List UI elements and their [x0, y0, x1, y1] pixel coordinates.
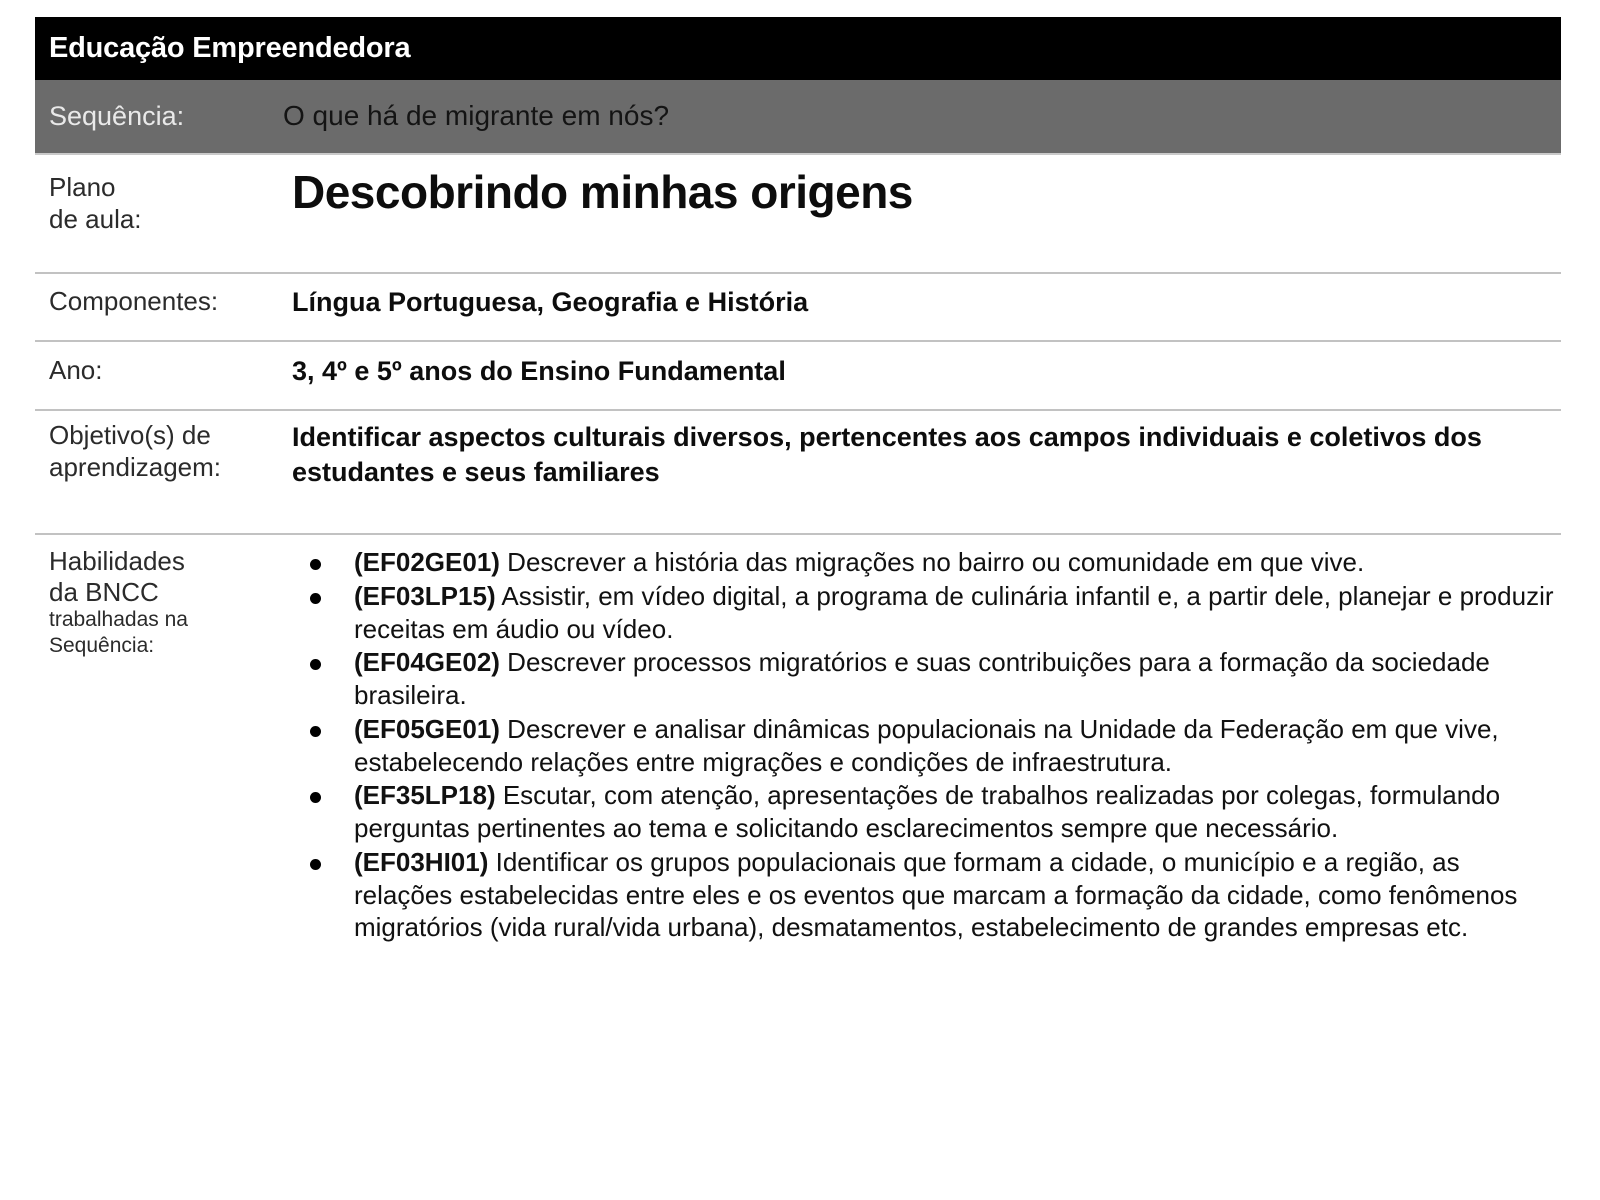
bncc-skill-text: Identificar os grupos populacionais que formam a cidade, o município e a região, as relações estabelecidas entre eles e os eventos que marcam a formação da cidade, como fenômenos migratórios (vida rural/vida urbana), desmatamentos, estabelecimento de grandes empresas etc. [354, 846, 1518, 943]
lesson-plan-title: Descobrindo minhas origens [292, 166, 913, 218]
objectives-label [35, 420, 292, 489]
lesson-plan-label [35, 168, 292, 235]
bncc-skill-item [292, 779, 1561, 845]
sequence-value: O que há de migrante em nós? [283, 100, 670, 132]
program-title: Educação Empreendedora [49, 32, 411, 64]
bncc-skill-code: (EF05GE01) [354, 713, 500, 744]
program-title-band [35, 17, 1561, 80]
year-row [35, 355, 1561, 388]
bncc-skill-code: (EF02GE01) [354, 547, 500, 577]
divider-after-components [35, 340, 1561, 342]
lesson-plan-label-line1: Plano [49, 172, 116, 202]
bncc-skills-label [35, 546, 292, 945]
bncc-skill-text: Escutar, com atenção, apresentações de trabalhos realizadas por colegas, formulando perguntas pertinentes ao tema e solicitando esclarecimentos sempre que necessário. [354, 780, 1501, 843]
lesson-plan-label-line2: de aula: [49, 203, 142, 234]
bncc-label-line4: Sequência: [49, 633, 155, 657]
divider-after-year [35, 409, 1561, 411]
bncc-skill-text: Descrever a história das migrações no bairro ou comunidade em que vive. [499, 547, 1365, 577]
bncc-skill-text: Descrever e analisar dinâmicas populacionais na Unidade da Federação em que vive, estabelecendo relações entre migrações e condições de infraestrutura. [354, 713, 1499, 777]
objectives-row [35, 420, 1561, 489]
bncc-skill-item [292, 546, 1561, 579]
bncc-label-line1: Habilidades [49, 546, 185, 576]
lesson-plan-row [35, 168, 1561, 235]
bncc-skill-code: (EF03HI01) [354, 846, 489, 877]
objectives-label-line1: Objetivo(s) de [49, 420, 211, 450]
components-row [35, 286, 1561, 319]
bncc-skill-text: Assistir, em vídeo digital, a programa de culinária infantil e, a partir dele, planejar e produzir receitas em áudio ou vídeo. [354, 580, 1554, 644]
sequence-label: Sequência: [49, 100, 185, 131]
bncc-label-line2: da BNCC [49, 576, 159, 607]
bncc-skill-item [292, 580, 1561, 646]
objectives-value: Identificar aspectos culturais diversos, pertencentes aos campos individuais e coletivos dos estudantes e seus familiares [292, 422, 1482, 487]
bncc-skills-list-wrapper [292, 546, 1561, 945]
bncc-skills-row [35, 546, 1561, 945]
year-value: 3, 4º e 5º anos do Ensino Fundamental [292, 356, 786, 386]
bncc-skill-text: Descrever processos migratórios e suas contribuições para a formação da sociedade brasileira. [354, 647, 1490, 710]
bncc-skill-item [292, 646, 1561, 712]
bncc-skill-code: (EF03LP15) [354, 580, 496, 611]
bncc-skill-item [292, 846, 1561, 944]
year-label: Ano: [49, 355, 103, 385]
bncc-label-line3: trabalhadas na [49, 608, 188, 632]
bncc-skill-item [292, 713, 1561, 779]
components-label: Componentes: [49, 286, 219, 316]
bncc-skill-code: (EF04GE02) [354, 647, 500, 678]
components-value: Língua Portuguesa, Geografia e História [292, 287, 809, 317]
sequence-band [35, 80, 1561, 155]
objectives-label-line2: aprendizagem: [49, 451, 221, 482]
divider-after-lesson-plan [35, 272, 1561, 274]
divider-after-objectives [35, 533, 1561, 535]
bncc-skills-list [292, 546, 1561, 944]
bncc-skill-code: (EF35LP18) [354, 780, 496, 811]
